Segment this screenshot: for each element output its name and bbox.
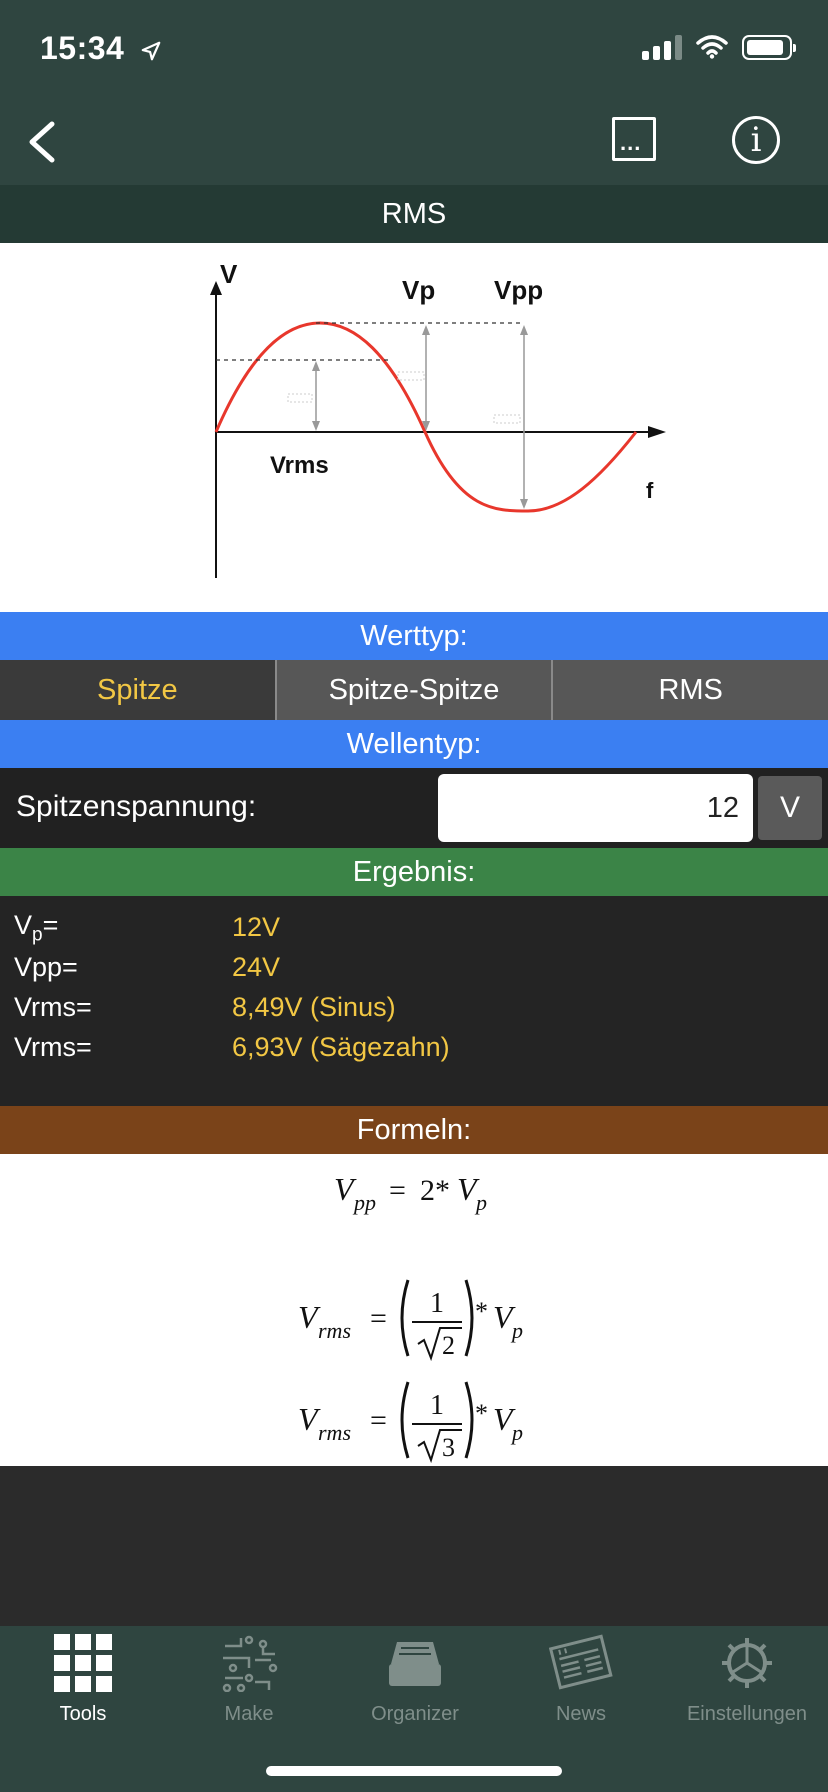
werttyp-segmented-control [0, 660, 828, 720]
result-label-vrms-sinus: Vrms= [14, 992, 92, 1022]
diagram-label-v: V [220, 259, 238, 289]
svg-text:=: = [370, 1404, 387, 1437]
voltage-input-label: Spitzenspannung: [16, 790, 257, 823]
svg-text:*: * [475, 1297, 488, 1326]
tab-einstellungen-label: Einstellungen [686, 1703, 808, 1725]
wellentyp-header[interactable]: Wellentyp: [0, 720, 828, 768]
cellular-signal-icon [642, 34, 682, 60]
formula-vrms-sinus [298, 1280, 523, 1360]
svg-text:V: V [457, 1171, 477, 1207]
newspaper-icon [549, 1634, 613, 1692]
svg-text:1: 1 [430, 1288, 444, 1319]
svg-text:rms: rms [318, 1318, 352, 1343]
circuit-icon [219, 1634, 279, 1692]
grid-icon [54, 1634, 112, 1692]
voltage-input-field[interactable] [438, 774, 753, 842]
tab-einstellungen[interactable] [664, 1634, 828, 1726]
svg-text:p: p [512, 1318, 523, 1343]
more-button[interactable] [612, 117, 656, 161]
location-arrow-icon [140, 40, 162, 62]
tab-organizer[interactable] [332, 1634, 498, 1726]
top-bar [0, 0, 828, 185]
svg-text:rms: rms [318, 1420, 352, 1445]
tab-tools[interactable] [0, 1634, 166, 1726]
battery-icon [742, 35, 792, 60]
werttyp-header: Werttyp: [0, 612, 828, 660]
segment-rms[interactable]: RMS [553, 660, 828, 720]
tab-news[interactable] [498, 1634, 664, 1726]
result-value-vrms-sinus: 8,49V (Sinus) [232, 992, 396, 1022]
svg-text:*: * [475, 1399, 488, 1428]
formeln-header: Formeln: [0, 1106, 828, 1154]
status-indicators [642, 34, 792, 60]
svg-text:3: 3 [442, 1433, 455, 1462]
result-value-vrms-saegezahn: 6,93V (Sägezahn) [232, 1032, 450, 1062]
svg-text:=: = [370, 1302, 387, 1335]
tab-organizer-label: Organizer [371, 1703, 459, 1725]
segment-spitze[interactable]: Spitze [0, 660, 277, 720]
tab-tools-label: Tools [59, 1703, 107, 1725]
svg-text:=: = [389, 1174, 406, 1207]
results-panel [0, 896, 828, 1106]
svg-text:V: V [334, 1171, 354, 1207]
waveform-diagram [0, 243, 828, 612]
diagram-label-vpp: Vpp [494, 275, 544, 305]
formula-vpp [334, 1171, 487, 1215]
result-label-vpp: Vpp= [14, 952, 78, 982]
wifi-icon [696, 35, 728, 59]
more-dots-icon: ... [620, 130, 642, 155]
formulas-svg [0, 1154, 828, 1466]
ergebnis-header: Ergebnis: [0, 848, 828, 896]
unit-button[interactable]: V [758, 776, 822, 840]
status-time [40, 30, 162, 67]
formula-vrms-saegezahn [298, 1382, 523, 1462]
result-label-vp-main: V [14, 910, 33, 940]
svg-text:p: p [512, 1420, 523, 1445]
svg-text:V: V [298, 1299, 318, 1335]
result-label-vrms-saegezahn: Vrms= [14, 1032, 92, 1062]
gear-icon [718, 1634, 776, 1692]
svg-text:pp: pp [354, 1190, 376, 1215]
result-value-vp: 12V [232, 912, 281, 942]
tab-make[interactable] [166, 1634, 332, 1726]
diagram-label-f: f [646, 478, 654, 503]
diagram-label-vrms: Vrms [270, 452, 329, 479]
diagram-label-vp: Vp [402, 275, 436, 305]
svg-text:V: V [493, 1401, 513, 1437]
page-title: RMS [0, 185, 828, 243]
svg-text:2: 2 [442, 1331, 455, 1360]
svg-text:V: V [298, 1401, 318, 1437]
svg-text:p: p [476, 1190, 487, 1215]
tray-icon [385, 1634, 445, 1692]
result-value-vpp: 24V [232, 952, 281, 982]
formulas-panel [0, 1154, 828, 1466]
svg-text:V: V [493, 1299, 513, 1335]
home-indicator[interactable] [266, 1766, 562, 1776]
x-axis-arrow [648, 426, 666, 438]
status-time-text: 15:34 [40, 30, 125, 66]
voltage-input-row [0, 768, 828, 848]
svg-text:1: 1 [430, 1390, 444, 1421]
result-label-vp-suffix: = [42, 910, 59, 940]
waveform-svg [0, 243, 828, 612]
back-button[interactable] [22, 118, 62, 166]
result-label-vp [14, 910, 58, 946]
svg-text:2*: 2* [420, 1174, 450, 1207]
result-label-vp-sub: p [32, 924, 43, 946]
info-button[interactable]: i [732, 116, 780, 164]
segment-spitze-spitze[interactable]: Spitze-Spitze [277, 660, 554, 720]
tab-make-label: Make [224, 1703, 274, 1725]
tab-news-label: News [555, 1703, 606, 1725]
